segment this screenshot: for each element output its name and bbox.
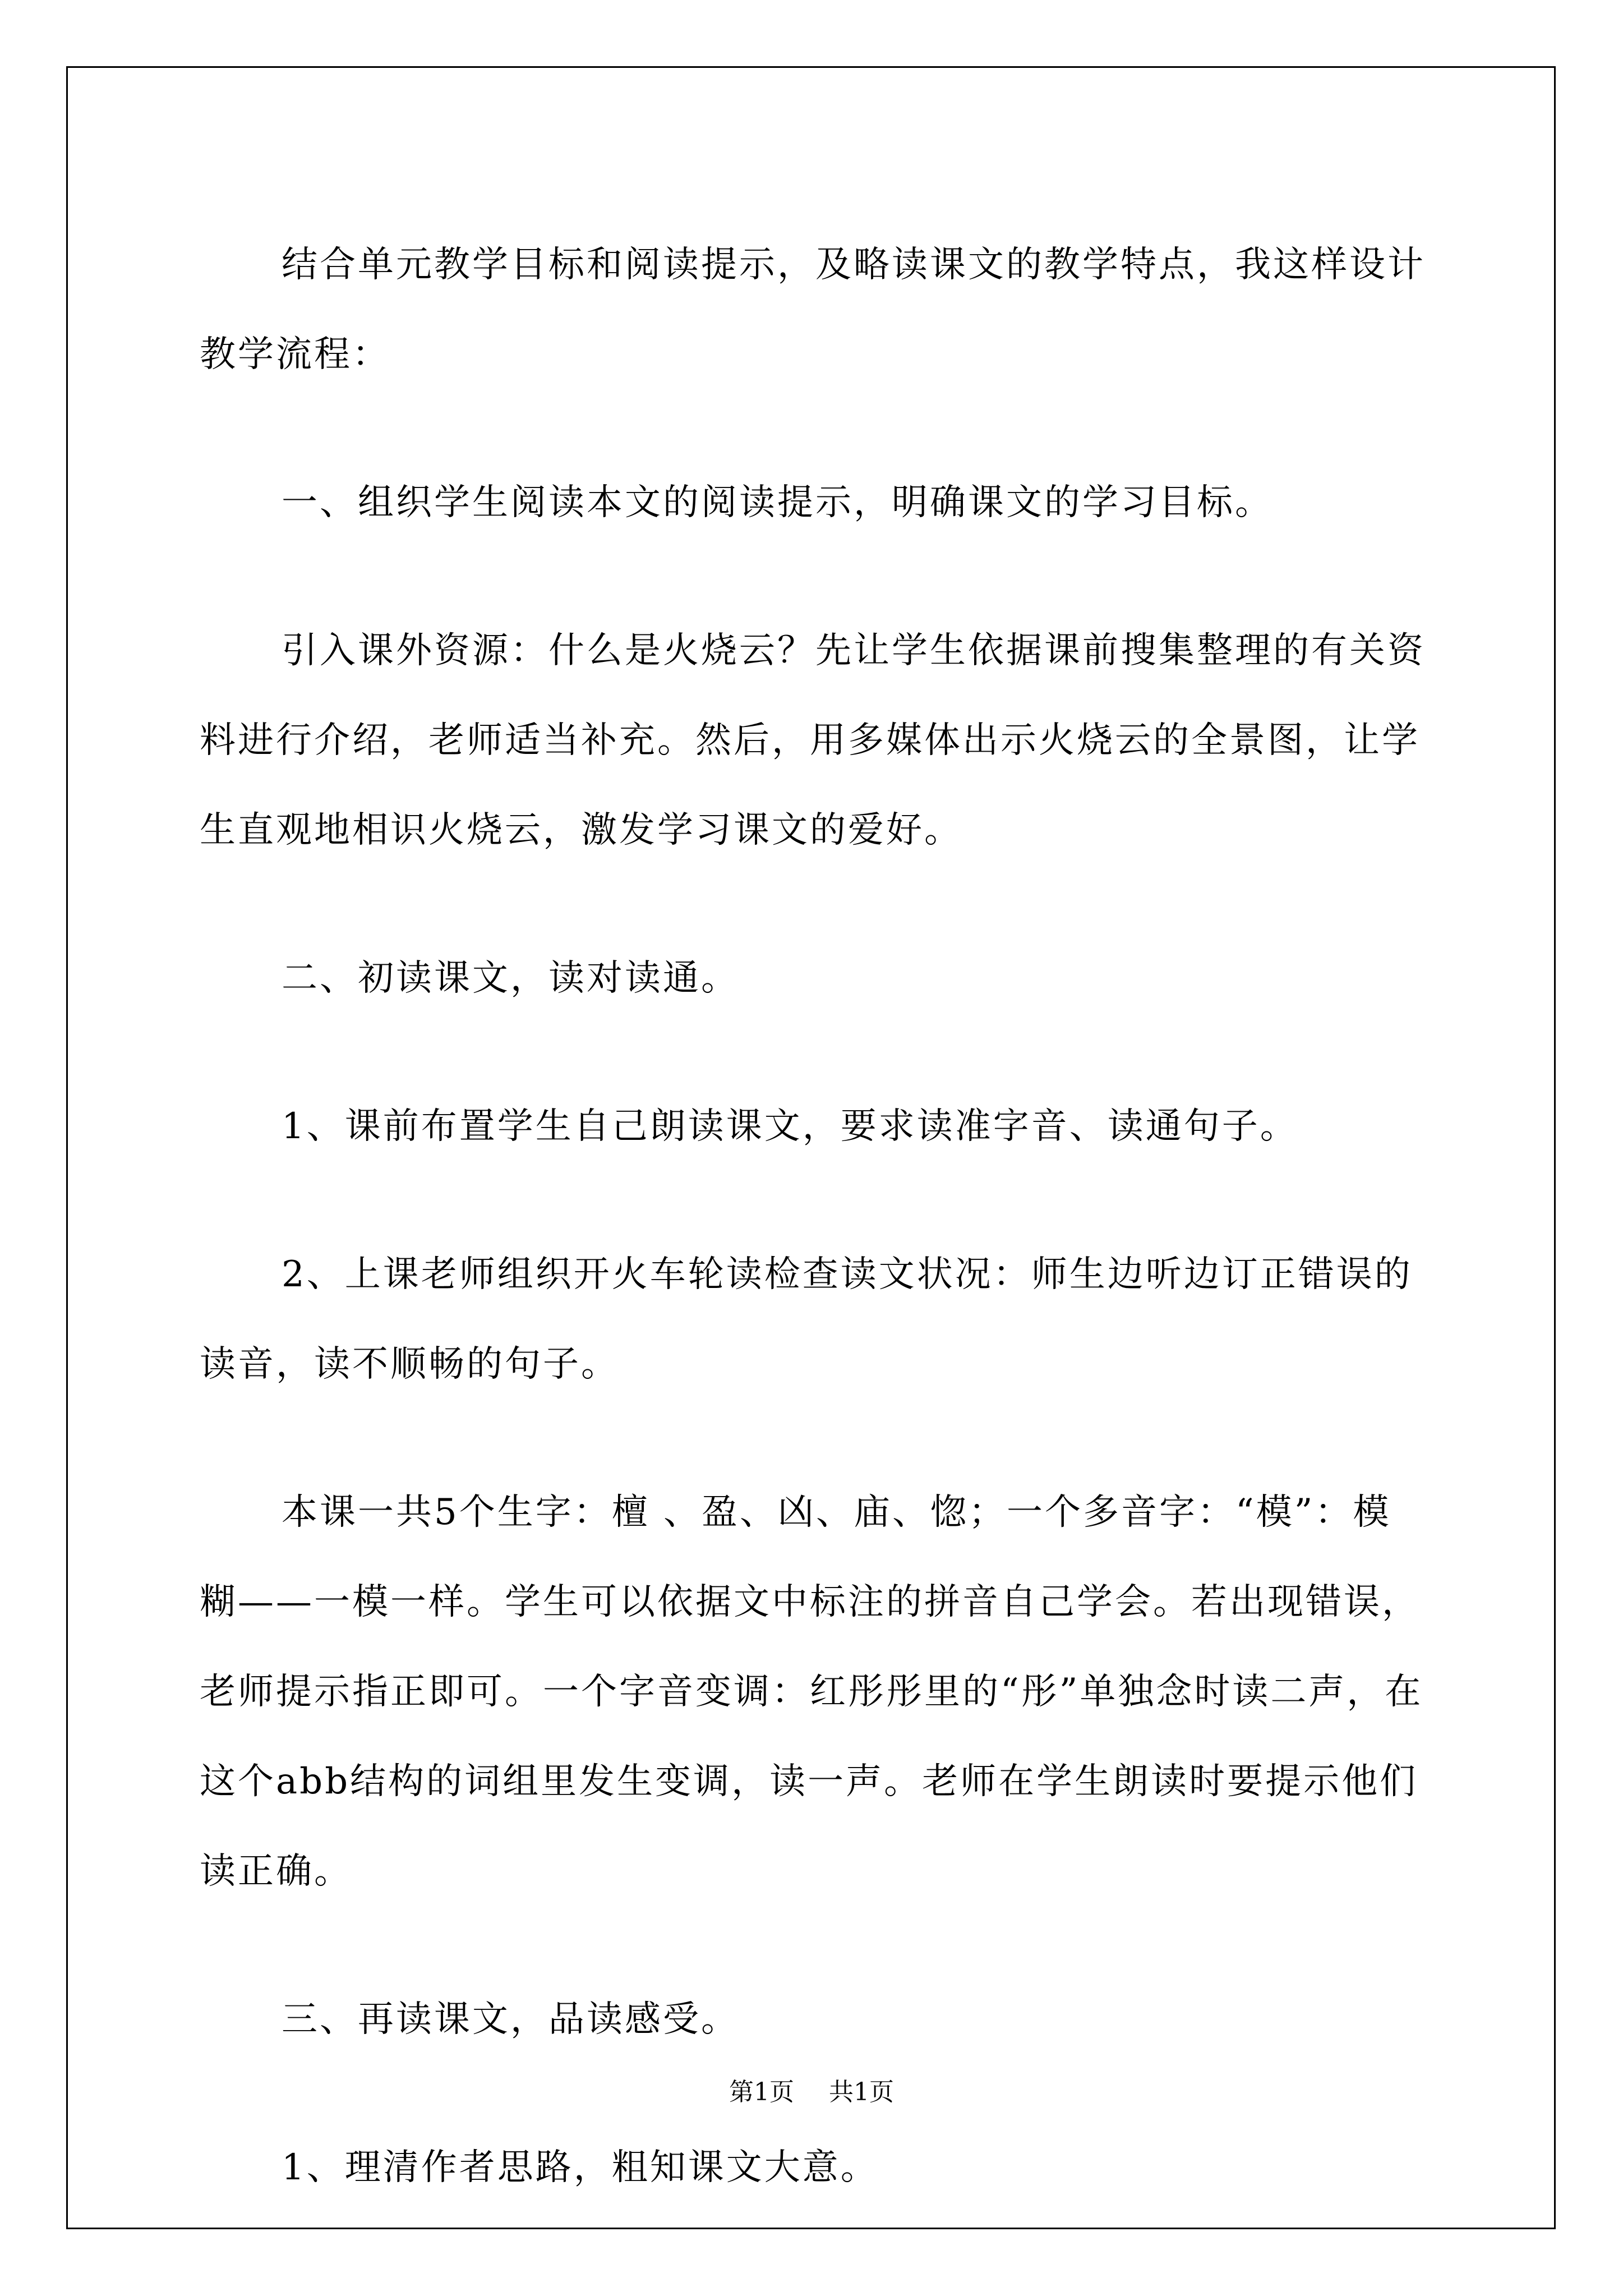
page-total: 共1页	[829, 2078, 894, 2106]
paragraph: 三、再读课文，品读感受。	[282, 1999, 739, 2040]
page-number: 第1页	[729, 2078, 794, 2106]
paragraph: 一、组织学生阅读本文的阅读提示，明确课文的学习目标。	[282, 482, 1273, 523]
paragraph: 结合单元教学目标和阅读提示，及略读课文的教学特点，我这样设计教学流程：	[200, 244, 1426, 375]
page-footer	[0, 2076, 1623, 2109]
paragraph: 1、理清作者思路，粗知课文大意。	[282, 2147, 879, 2188]
paragraph: 本课一共5个生字：檀 、盈、凶、庙、惚；一个多音字：“模”：模糊——一模一样。学生可以依据文中标注的拼音自己学会。若出现错误，老师提示指正即可。一个字音变调：红彤彤里的“彤”单独念时读二声，在这个abb结构的词组里发生变调，读一声。老师在学生朗读时要提示他们读正确。	[200, 1492, 1423, 1892]
paragraph: 2、上课老师组织开火车轮读检查读文状况：师生边听边订正错误的读音，读不顺畅的句子。	[200, 1254, 1413, 1385]
paragraph: 1、课前布置学生自己朗读课文，要求读准字音、读通句子。	[282, 1106, 1298, 1147]
paragraph: 引入课外资源：什么是火烧云？先让学生依据课前搜集整理的有关资料进行介绍，老师适当补充。然后，用多媒体出示火烧云的全景图，让学生直观地相识火烧云，激发学习课文的爱好。	[200, 630, 1426, 851]
document-body	[200, 220, 1428, 2271]
paragraph: 二、初读课文，读对读通。	[282, 958, 739, 999]
